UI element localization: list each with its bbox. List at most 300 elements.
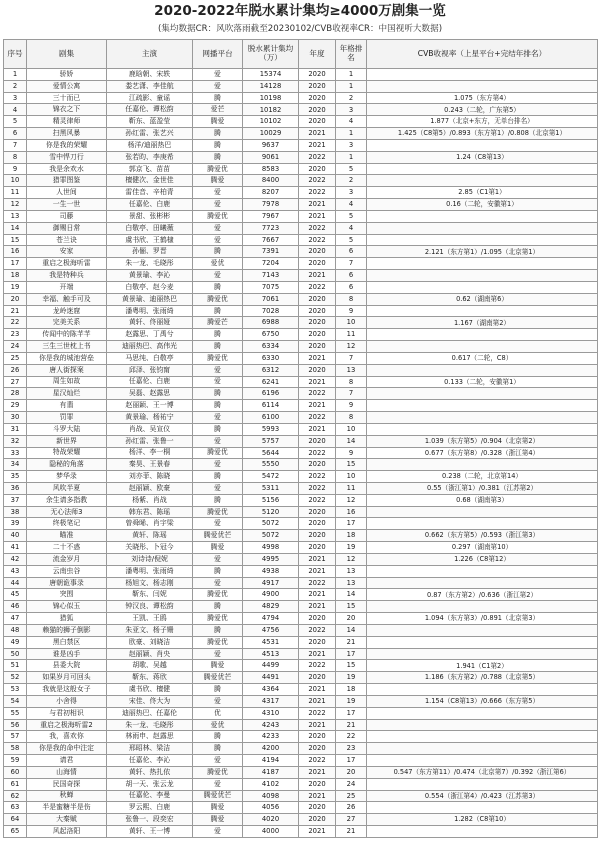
row-cast: 任嘉伦、谭松韵 — [107, 104, 193, 116]
row-rank: 22 — [4, 317, 27, 329]
row-year: 2021 — [299, 199, 336, 211]
row-drama: 你是我的荣耀 — [27, 139, 107, 151]
table-row — [4, 613, 598, 625]
row-drama: 新世界 — [27, 435, 107, 447]
table-row — [4, 341, 598, 353]
row-drama: 雪中悍刀行 — [27, 151, 107, 163]
row-platform: 爱 — [193, 553, 243, 565]
row-yearrank: 9 — [336, 447, 367, 459]
row-year: 2020 — [299, 814, 336, 826]
row-platform: 爱 — [193, 459, 243, 471]
table-row — [4, 790, 598, 802]
row-cvb: 0.55（浙江第1）/0.381（江苏第2） — [367, 482, 598, 494]
row-drama: 龙岭迷窟 — [27, 305, 107, 317]
row-views: 4194 — [243, 755, 299, 767]
row-drama: 你是我的命中注定 — [27, 743, 107, 755]
row-cast: 杨旭文、杨志刚 — [107, 577, 193, 589]
table-row — [4, 92, 598, 104]
row-rank: 65 — [4, 826, 27, 838]
row-views: 14128 — [243, 80, 299, 92]
table-row — [4, 69, 598, 81]
row-cast: 马思纯、白敬亭 — [107, 352, 193, 364]
row-drama: 县委大院 — [27, 660, 107, 672]
row-year: 2021 — [299, 139, 336, 151]
row-cvb — [367, 636, 598, 648]
row-drama: 半是蜜糖半是伤 — [27, 802, 107, 814]
row-drama: 锦衣之下 — [27, 104, 107, 116]
table-row — [4, 412, 598, 424]
table-row — [4, 743, 598, 755]
row-year: 2021 — [299, 565, 336, 577]
row-cast: 娄艺潇、李佳航 — [107, 80, 193, 92]
row-rank: 43 — [4, 565, 27, 577]
row-cvb: 1.186（东方第2）/0.788（北京第5） — [367, 672, 598, 684]
row-platform: 爱 — [193, 778, 243, 790]
row-rank: 8 — [4, 151, 27, 163]
row-drama: 突围 — [27, 589, 107, 601]
row-platform: 爱 — [193, 826, 243, 838]
row-cast: 黄景瑜、迪丽热巴 — [107, 293, 193, 305]
row-cast: 景甜、张彬彬 — [107, 210, 193, 222]
header-cast: 主演 — [107, 40, 193, 69]
table-row — [4, 104, 598, 116]
table-row — [4, 695, 598, 707]
row-drama: 传闻中的陈芊芊 — [27, 329, 107, 341]
row-platform: 腾 — [193, 281, 243, 293]
row-platform: 爱 — [193, 80, 243, 92]
header-rank: 序号 — [4, 40, 27, 69]
row-views: 5757 — [243, 435, 299, 447]
row-platform: 腾 — [193, 624, 243, 636]
row-yearrank: 1 — [336, 80, 367, 92]
row-cast: 欧豪、刘晓洁 — [107, 636, 193, 648]
row-cast: 靳东、蓝盈莹 — [107, 116, 193, 128]
row-platform: 爱 — [193, 69, 243, 81]
row-rank: 37 — [4, 494, 27, 506]
row-yearrank: 17 — [336, 518, 367, 530]
row-cvb: 0.547（东方第11）/0.474（北京第7）/0.392（浙江第6） — [367, 766, 598, 778]
row-cvb: 0.297（湖南第10） — [367, 542, 598, 554]
row-yearrank: 8 — [336, 412, 367, 424]
row-year: 2021 — [299, 553, 336, 565]
row-platform: 腾 — [193, 246, 243, 258]
row-drama: 精灵律师 — [27, 116, 107, 128]
table-row — [4, 684, 598, 696]
row-drama: 唐人街探案 — [27, 364, 107, 376]
row-yearrank: 4 — [336, 222, 367, 234]
row-rank: 53 — [4, 684, 27, 696]
row-cast: 钟汉良、谭松韵 — [107, 601, 193, 613]
row-views: 6100 — [243, 412, 299, 424]
row-drama: 有翡 — [27, 400, 107, 412]
row-year: 2020 — [299, 802, 336, 814]
row-yearrank: 13 — [336, 577, 367, 589]
row-cast: 杨洋、李一桐 — [107, 447, 193, 459]
row-platform: 腾 — [193, 471, 243, 483]
row-drama: 唐朝诡事录 — [27, 577, 107, 589]
row-yearrank: 6 — [336, 281, 367, 293]
row-cast: 任嘉伦、李曼 — [107, 790, 193, 802]
row-year: 2020 — [299, 92, 336, 104]
row-drama: 风起洛阳 — [27, 826, 107, 838]
row-platform: 爱 — [193, 222, 243, 234]
row-views: 10198 — [243, 92, 299, 104]
row-views: 9061 — [243, 151, 299, 163]
row-year: 2020 — [299, 163, 336, 175]
row-platform: 腾 — [193, 341, 243, 353]
row-cvb — [367, 412, 598, 424]
row-cvb — [367, 163, 598, 175]
row-year: 2020 — [299, 743, 336, 755]
row-drama: 御赐日常 — [27, 222, 107, 234]
row-cvb: 1.039（东方第5）/0.904（北京第2） — [367, 435, 598, 447]
row-drama: 大秦赋 — [27, 814, 107, 826]
row-platform: 爱 — [193, 577, 243, 589]
row-yearrank: 7 — [336, 352, 367, 364]
row-yearrank: 1 — [336, 151, 367, 163]
table-row — [4, 482, 598, 494]
row-cast: 朱亚文、杨子姗 — [107, 624, 193, 636]
row-year: 2021 — [299, 210, 336, 222]
row-yearrank: 2 — [336, 175, 367, 187]
row-yearrank: 6 — [336, 246, 367, 258]
row-year: 2020 — [299, 80, 336, 92]
row-rank: 60 — [4, 766, 27, 778]
row-cast: 任嘉伦、白鹿 — [107, 376, 193, 388]
row-year: 2022 — [299, 707, 336, 719]
row-rank: 64 — [4, 814, 27, 826]
row-yearrank: 8 — [336, 293, 367, 305]
row-views: 5550 — [243, 459, 299, 471]
row-year: 2020 — [299, 305, 336, 317]
row-cast: 虞书欣、檀健 — [107, 684, 193, 696]
row-year: 2020 — [299, 506, 336, 518]
row-year: 2020 — [299, 778, 336, 790]
row-drama: 黑白禁区 — [27, 636, 107, 648]
row-cvb — [367, 341, 598, 353]
table-row — [4, 459, 598, 471]
row-platform: 腾爱优 — [193, 293, 243, 305]
row-year: 2020 — [299, 459, 336, 471]
table-row — [4, 305, 598, 317]
table-row — [4, 447, 598, 459]
row-rank: 7 — [4, 139, 27, 151]
row-year: 2020 — [299, 613, 336, 625]
row-year: 2022 — [299, 471, 336, 483]
row-views: 4187 — [243, 766, 299, 778]
row-platform: 爱 — [193, 755, 243, 767]
row-rank: 32 — [4, 435, 27, 447]
row-cvb — [367, 69, 598, 81]
row-platform: 腾 — [193, 601, 243, 613]
table-row — [4, 755, 598, 767]
row-rank: 19 — [4, 281, 27, 293]
row-cvb: 1.226（C8第12） — [367, 553, 598, 565]
row-views: 4938 — [243, 565, 299, 577]
row-cvb — [367, 400, 598, 412]
row-cast: 肖战、吴宣仪 — [107, 423, 193, 435]
row-year: 2021 — [299, 684, 336, 696]
row-year: 2020 — [299, 246, 336, 258]
row-year: 2022 — [299, 175, 336, 187]
row-cast: 迪丽热巴、任嘉伦 — [107, 707, 193, 719]
row-rank: 36 — [4, 482, 27, 494]
row-rank: 61 — [4, 778, 27, 790]
row-cvb — [367, 329, 598, 341]
row-year: 2021 — [299, 601, 336, 613]
row-year: 2020 — [299, 672, 336, 684]
row-rank: 17 — [4, 258, 27, 270]
row-drama: 锦心似玉 — [27, 601, 107, 613]
row-cvb — [367, 802, 598, 814]
table-row — [4, 400, 598, 412]
row-cvb: 1.24（C8第13） — [367, 151, 598, 163]
row-year: 2020 — [299, 364, 336, 376]
row-cast: 韩东君、陈瑶 — [107, 506, 193, 518]
row-cvb — [367, 258, 598, 270]
row-cvb: 0.243（二轮，广东第5） — [367, 104, 598, 116]
row-rank: 1 — [4, 69, 27, 81]
row-cast: 靳东、蒋欣 — [107, 672, 193, 684]
row-yearrank: 13 — [336, 364, 367, 376]
row-cast: 潘粤明、张雨绮 — [107, 565, 193, 577]
table-body — [4, 69, 598, 838]
row-cast: 白敬亭、赵今麦 — [107, 281, 193, 293]
table-row — [4, 731, 598, 743]
row-cast: 关晓彤、卜冠今 — [107, 542, 193, 554]
row-views: 5120 — [243, 506, 299, 518]
row-rank: 63 — [4, 802, 27, 814]
row-cast: 刘亦菲、陈晓 — [107, 471, 193, 483]
row-year: 2020 — [299, 636, 336, 648]
row-rank: 54 — [4, 695, 27, 707]
row-cvb — [367, 234, 598, 246]
row-year: 2020 — [299, 329, 336, 341]
row-cvb — [367, 222, 598, 234]
row-drama: 猎狐 — [27, 613, 107, 625]
table-row — [4, 139, 598, 151]
row-year: 2020 — [299, 258, 336, 270]
row-year: 2022 — [299, 755, 336, 767]
row-yearrank: 21 — [336, 826, 367, 838]
row-platform: 腾爱 — [193, 814, 243, 826]
header-year: 年度 — [299, 40, 336, 69]
row-rank: 11 — [4, 187, 27, 199]
row-rank: 39 — [4, 518, 27, 530]
row-year: 2020 — [299, 69, 336, 81]
row-cast: 赵丽颖、肖央 — [107, 648, 193, 660]
row-rank: 27 — [4, 376, 27, 388]
row-yearrank: 21 — [336, 636, 367, 648]
row-year: 2020 — [299, 542, 336, 554]
header-cvb: CVB收视率（上星平台+完结年排名） — [367, 40, 598, 69]
row-yearrank: 17 — [336, 755, 367, 767]
row-views: 6312 — [243, 364, 299, 376]
row-cast: 曾舜晞、肖宇梁 — [107, 518, 193, 530]
table-row — [4, 281, 598, 293]
row-cvb — [367, 624, 598, 636]
row-cast: 黄轩、佟丽娅 — [107, 317, 193, 329]
table-row — [4, 530, 598, 542]
row-cast: 林雨申、赵露思 — [107, 731, 193, 743]
row-platform: 爱 — [193, 187, 243, 199]
table-row — [4, 648, 598, 660]
row-drama: 重启之极海听雷 — [27, 258, 107, 270]
row-cast: 黄轩、陈瑶 — [107, 530, 193, 542]
row-platform: 腾爱优 — [193, 589, 243, 601]
row-drama: 无心法师3 — [27, 506, 107, 518]
row-yearrank: 2 — [336, 92, 367, 104]
row-views: 4513 — [243, 648, 299, 660]
row-year: 2021 — [299, 826, 336, 838]
row-views: 9637 — [243, 139, 299, 151]
row-year: 2022 — [299, 577, 336, 589]
row-yearrank: 18 — [336, 530, 367, 542]
table-row — [4, 352, 598, 364]
row-cvb: 2.121（东方第1）/1.095（北京第1） — [367, 246, 598, 258]
row-year: 2022 — [299, 388, 336, 400]
row-cast: 檀健次、金世佳 — [107, 175, 193, 187]
row-yearrank: 22 — [336, 731, 367, 743]
row-yearrank: 5 — [336, 210, 367, 222]
row-platform: 腾爱 — [193, 660, 243, 672]
row-cast: 黄轩、热扎依 — [107, 766, 193, 778]
row-year: 2022 — [299, 412, 336, 424]
row-platform: 爱 — [193, 435, 243, 447]
row-cvb: 0.554（浙江第4）/0.423（江苏第3） — [367, 790, 598, 802]
row-year: 2020 — [299, 104, 336, 116]
row-cvb — [367, 518, 598, 530]
row-platform: 爱 — [193, 518, 243, 530]
row-drama: 我，喜欢你 — [27, 731, 107, 743]
row-cast: 潘粤明、张雨绮 — [107, 305, 193, 317]
table-row — [4, 506, 598, 518]
row-rank: 58 — [4, 743, 27, 755]
row-rank: 20 — [4, 293, 27, 305]
row-year: 2021 — [299, 589, 336, 601]
row-rank: 4 — [4, 104, 27, 116]
row-views: 7028 — [243, 305, 299, 317]
row-views: 4098 — [243, 790, 299, 802]
row-year: 2020 — [299, 731, 336, 743]
row-views: 4000 — [243, 826, 299, 838]
table-row — [4, 494, 598, 506]
row-cast: 杨紫、肖战 — [107, 494, 193, 506]
row-rank: 28 — [4, 388, 27, 400]
row-drama: 周生如故 — [27, 376, 107, 388]
row-cast: 胡一天、张云龙 — [107, 778, 193, 790]
table-row — [4, 814, 598, 826]
row-cast: 江疏影、童谣 — [107, 92, 193, 104]
row-year: 2021 — [299, 128, 336, 140]
row-rank: 33 — [4, 447, 27, 459]
row-yearrank: 10 — [336, 317, 367, 329]
row-views: 5156 — [243, 494, 299, 506]
row-drama: 我就是这般女子 — [27, 684, 107, 696]
row-rank: 49 — [4, 636, 27, 648]
table-row — [4, 80, 598, 92]
row-rank: 2 — [4, 80, 27, 92]
row-views: 7978 — [243, 199, 299, 211]
row-cast: 王凯、王鸥 — [107, 613, 193, 625]
row-drama: 人世间 — [27, 187, 107, 199]
row-drama: 特战荣耀 — [27, 447, 107, 459]
row-cast: 罗云熙、白鹿 — [107, 802, 193, 814]
row-rank: 16 — [4, 246, 27, 258]
row-rank: 38 — [4, 506, 27, 518]
row-yearrank: 12 — [336, 553, 367, 565]
row-platform: 腾 — [193, 565, 243, 577]
row-views: 4998 — [243, 542, 299, 554]
row-platform: 腾 — [193, 139, 243, 151]
row-cvb — [367, 388, 598, 400]
row-drama: 赖猫的狮子倒影 — [27, 624, 107, 636]
row-cvb: 2.85（C1第1） — [367, 187, 598, 199]
page-subtitle: (集均数据CR：风吹落雨截至20230102/CVB收视率CR：中国视听大数据) — [157, 24, 443, 34]
row-platform: 爱 — [193, 648, 243, 660]
table-row — [4, 577, 598, 589]
row-cvb — [367, 459, 598, 471]
row-cvb: 0.68（湖南第3） — [367, 494, 598, 506]
row-cast: 靳东、闫妮 — [107, 589, 193, 601]
row-cast: 邢昭林、梁洁 — [107, 743, 193, 755]
row-rank: 10 — [4, 175, 27, 187]
row-rank: 30 — [4, 412, 27, 424]
row-drama: 余生请多指教 — [27, 494, 107, 506]
row-cvb — [367, 364, 598, 376]
row-rank: 24 — [4, 341, 27, 353]
row-platform: 腾 — [193, 423, 243, 435]
row-yearrank: 27 — [336, 814, 367, 826]
row-platform: 腾 — [193, 731, 243, 743]
row-yearrank: 19 — [336, 542, 367, 554]
row-platform: 腾爱优 — [193, 506, 243, 518]
table-row — [4, 151, 598, 163]
table-row — [4, 388, 598, 400]
row-cvb: 1.075（东方第4） — [367, 92, 598, 104]
drama-table — [3, 39, 598, 838]
row-views: 7075 — [243, 281, 299, 293]
row-rank: 46 — [4, 601, 27, 613]
row-yearrank: 23 — [336, 743, 367, 755]
row-cvb: 0.238（二轮，北京第14） — [367, 471, 598, 483]
row-platform: 腾 — [193, 494, 243, 506]
row-views: 4317 — [243, 695, 299, 707]
row-rank: 47 — [4, 613, 27, 625]
row-yearrank: 5 — [336, 234, 367, 246]
table-row — [4, 802, 598, 814]
row-cvb: 0.87（东方第2）/0.636（浙江第2） — [367, 589, 598, 601]
table-row — [4, 636, 598, 648]
row-views: 4233 — [243, 731, 299, 743]
row-cast: 朱一龙、毛晓彤 — [107, 258, 193, 270]
row-drama: 小舍得 — [27, 695, 107, 707]
row-yearrank: 16 — [336, 506, 367, 518]
row-views: 4020 — [243, 814, 299, 826]
row-rank: 12 — [4, 199, 27, 211]
row-yearrank: 19 — [336, 695, 367, 707]
row-drama: 流金岁月 — [27, 553, 107, 565]
row-platform: 爱 — [193, 199, 243, 211]
row-platform: 腾爱优 — [193, 447, 243, 459]
row-rank: 35 — [4, 471, 27, 483]
row-yearrank: 11 — [336, 329, 367, 341]
row-platform: 腾爱优 — [193, 210, 243, 222]
row-cvb — [367, 684, 598, 696]
row-year: 2022 — [299, 494, 336, 506]
row-year: 2020 — [299, 116, 336, 128]
row-yearrank: 3 — [336, 139, 367, 151]
